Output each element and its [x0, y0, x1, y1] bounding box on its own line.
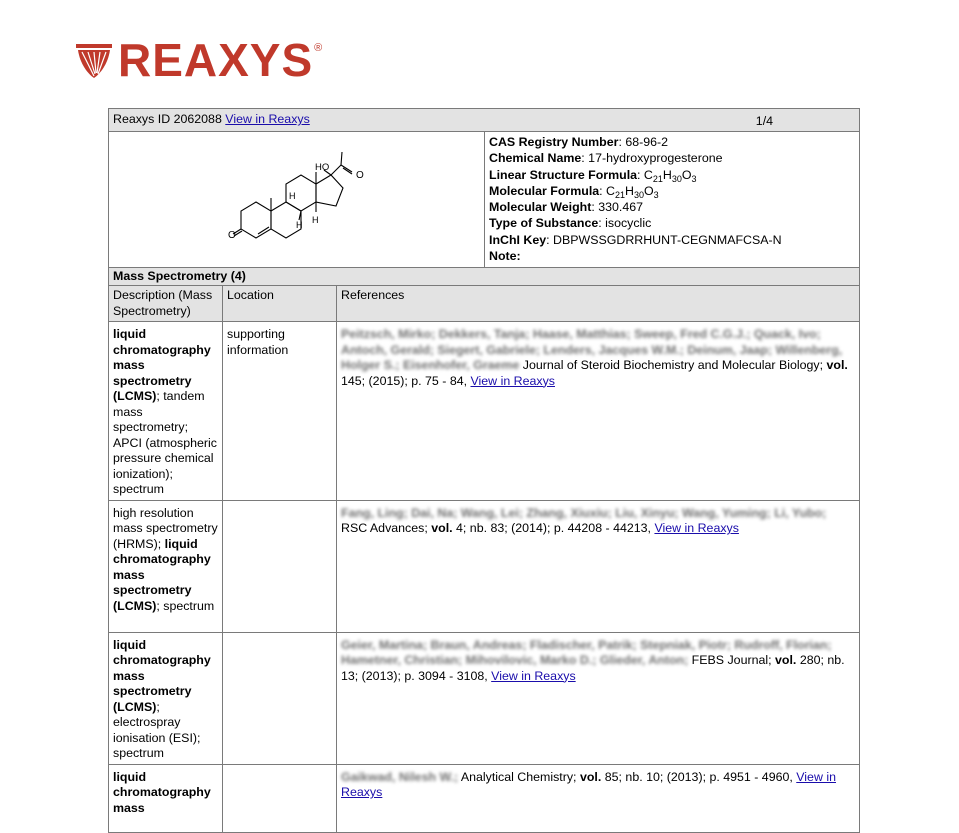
reference-cell: Geier, Martina; Braun, Andreas; Fladischer, Patrik; Stepniak, Piotr; Rudroff, Florian; Hametner, Christian; Mihovilovic, Marko D.; Glieder, Anton; FEBS Journal; vol. 280; nb. 13; (2013); p. 3094 - 3108, View in Reaxys — [337, 632, 860, 764]
reaxys-id: Reaxys ID 2062088 — [113, 112, 222, 127]
location-cell — [223, 764, 337, 832]
column-header-location: Location — [223, 286, 337, 322]
reaxys-logo — [74, 34, 323, 86]
reference-authors: Fang, Ling; Dai, Na; Wang, Lei; Zhang, Xiuxiu; Liu, Xinyu; Wang, Yuming; Li, Yubo; — [341, 505, 827, 520]
view-in-reaxys-link[interactable]: View in Reaxys — [654, 521, 739, 535]
ketone-o-label: O — [228, 230, 236, 241]
molecular-formula-row: Molecular Formula: $C_{21}H_{30}O_3$ — [489, 183, 659, 200]
hydroxyl-label: HO — [315, 162, 330, 173]
record-table — [108, 108, 860, 833]
description-cell: high resolution mass spectrometry (HRMS); liquid chromatography mass spectrometry (LCMS); spectrum — [109, 500, 223, 632]
reference-cell: Fang, Ling; Dai, Na; Wang, Lei; Zhang, Xiuxiu; Liu, Xinyu; Wang, Yuming; Li, Yubo; RSC Advances; vol. 4; nb. 83; (2014); p. 44208 - 44213, View in Reaxys — [337, 500, 860, 632]
properties-cell — [485, 132, 860, 268]
acetyl-o-label: O — [356, 170, 364, 181]
stereo-h-label: H — [312, 215, 319, 225]
reference-cell: Gaikwad, Nilesh W.; Analytical Chemistry; vol. 85; nb. 10; (2013); p. 4951 - 4960, View in Reaxys — [337, 764, 860, 832]
stereo-h-label: H — [296, 220, 303, 230]
view-in-reaxys-link[interactable]: View in Reaxys — [225, 112, 310, 127]
description-cell: liquid chromatography mass — [109, 764, 223, 832]
linear-formula-row: Linear Structure Formula: $C_{21}H_{30}O_3$ — [489, 167, 697, 184]
record-pager: 1/4 — [755, 114, 774, 128]
substance-type-row: Type of Substance: isocyclic — [489, 216, 652, 231]
view-in-reaxys-link[interactable]: View in Reaxys — [341, 769, 836, 799]
reference-cell: Peitzsch, Mirko; Dekkers, Tanja; Haase, Matthias; Sweep, Fred C.G.J.; Quack, Ivo; Antoch, Gerald; Siegert, Gabriele; Lenders, Jacques W.M.; Deinum, Jaap; Willenberg, Holger S.; Eisenhofer, Graeme Journal of Steroid Biochemistry and Molecular Biology; vol. 145; (2015); p. 75 - 84, View in Reaxys — [337, 322, 860, 501]
column-header-row — [109, 286, 860, 322]
record-header — [109, 109, 860, 132]
structure-row — [109, 132, 860, 268]
description-cell: liquid chromatography mass spectrometry (LCMS); electrospray ionisation (ESI); spectrum — [109, 632, 223, 764]
column-header-references: References — [337, 286, 860, 322]
chemical-name-row: Chemical Name: 17-hydroxyprogesterone — [489, 151, 723, 166]
location-cell — [223, 500, 337, 632]
section-title-row — [109, 267, 860, 286]
registered-mark: ® — [314, 42, 323, 54]
structure-cell — [109, 132, 485, 268]
cas-row: CAS Registry Number: 68-96-2 — [489, 135, 669, 149]
table-row — [109, 500, 860, 632]
location-cell — [223, 632, 337, 764]
reaxys-logo-icon — [74, 40, 114, 80]
column-header-description: Description (Mass Spectrometry) — [109, 286, 223, 322]
section-title: Mass Spectrometry (4) — [109, 267, 860, 286]
location-cell: supporting information — [223, 322, 337, 501]
reaxys-logo-text: REAXYS — [118, 34, 314, 86]
inchi-key-row: InChI Key: DBPWSSGDRRHUNT-CEGNMAFCSA-N — [489, 232, 782, 247]
table-row — [109, 322, 860, 501]
reference-authors: Peitzsch, Mirko; Dekkers, Tanja; Haase, Matthias; Sweep, Fred C.G.J.; Quack, Ivo; Antoch, Gerald; Siegert, Gabriele; Lenders, Jacques W.M.; Deinum, Jaap; Willenberg, Holger S.; Eisenhofer, Graeme — [341, 327, 843, 372]
molecule-structure — [109, 132, 483, 262]
molecular-weight-row: Molecular Weight: 330.467 — [489, 200, 644, 215]
view-in-reaxys-link[interactable]: View in Reaxys — [470, 373, 555, 388]
stereo-h-label: H — [289, 191, 296, 201]
table-row — [109, 632, 860, 764]
reference-authors: Geier, Martina; Braun, Andreas; Fladischer, Patrik; Stepniak, Piotr; Rudroff, Florian; Hametner, Christian; Mihovilovic, Marko D.; Glieder, Anton; — [341, 637, 832, 667]
table-row — [109, 764, 860, 832]
description-cell: liquid chromatography mass spectrometry (LCMS); tandem mass spectrometry; APCI (atmospheric pressure chemical ionization); spectrum — [109, 322, 223, 501]
note-row: Note: — [489, 249, 521, 264]
reference-authors: Gaikwad, Nilesh W.; — [341, 769, 459, 784]
view-in-reaxys-link[interactable]: View in Reaxys — [491, 668, 576, 683]
